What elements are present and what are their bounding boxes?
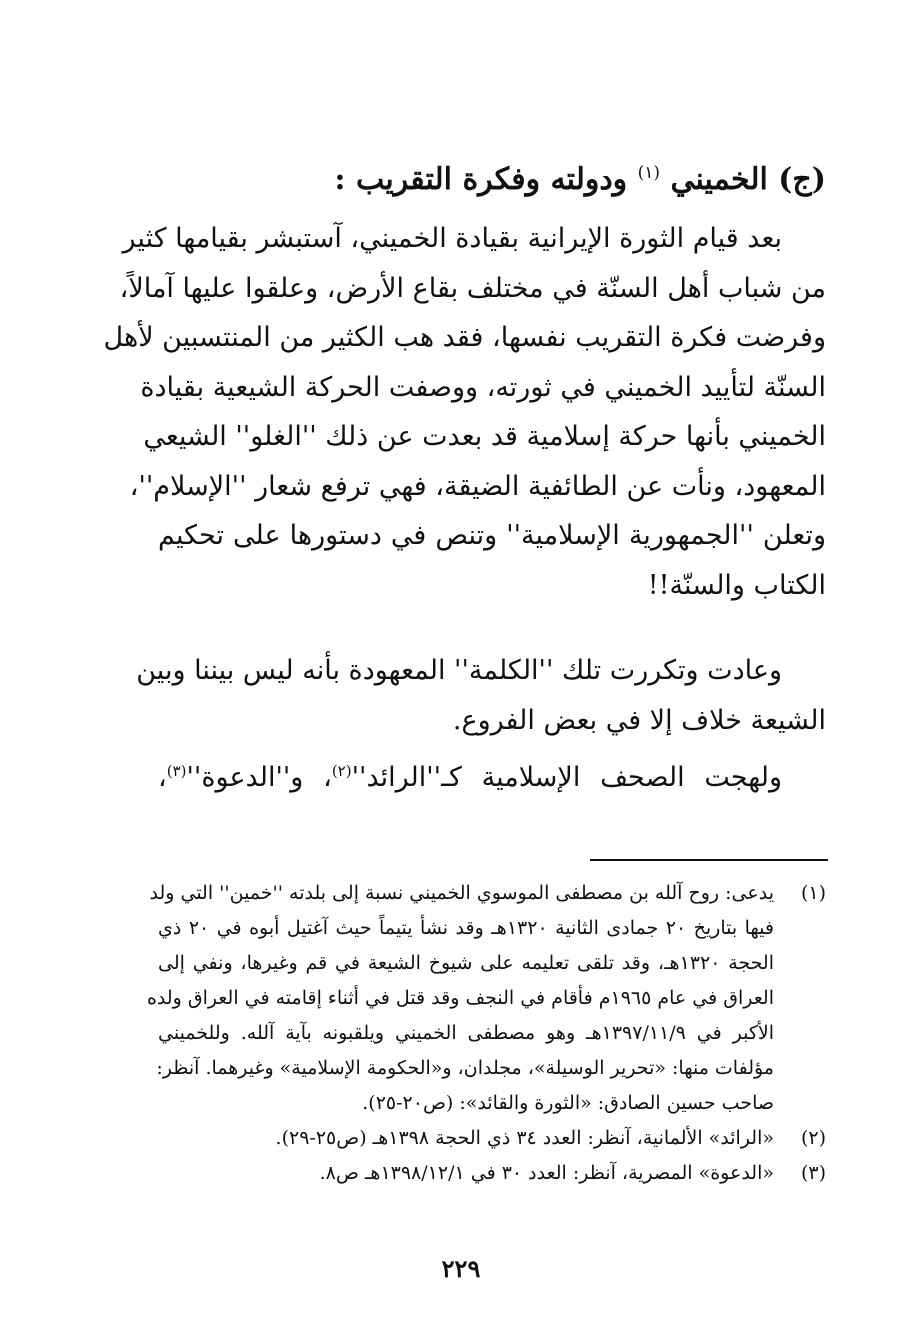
paragraph-text: ، و''الدعوة'': [186, 762, 332, 793]
footnote-line: الحجة ١٣٢٠هـ، وقد تلقى تعليمه على شيوخ الشيعة في قم وغيرها، ونفي إلى: [158, 952, 775, 974]
paragraph-text: ولهجت الصحف الإسلامية كـ''الرائد'': [351, 762, 783, 793]
paragraph-line: الكتاب والسنّة!!: [647, 569, 826, 601]
footnote-divider: [590, 859, 828, 861]
footnote-2: [158, 1121, 826, 1156]
footnote-line: «الدعوة» المصرية، آنظر: العدد ٣٠ في ١٣٩٨/١٢/١هـ ص٨.: [319, 1162, 774, 1184]
paragraph-line: المعهود، ونأت عن الطائفية الضيقة، فهي ترفع شعار ''الإسلام''،: [129, 470, 826, 502]
footnote-1: [146, 876, 826, 1121]
paragraph-1: [103, 214, 826, 610]
footnote-line: العراق في عام ١٩٦٥م فأقام في النجف وقد قتل في أثناء إقامته في العراق ولده: [146, 987, 774, 1009]
footnote-line: الأكبر في ١٣٩٧/١١/٩هـ وهو مصطفى الخميني ويلقبونه بآية آلله. وللخميني: [158, 1022, 774, 1044]
footnote-line: فيها بتاريخ ٢٠ جمادى الثانية ١٣٢٠هـ وقد نشأ يتيماً حيث آغتيل أبوه في ٢٠ ذي: [158, 917, 774, 939]
footnote-ref-2[interactable]: (٢): [331, 762, 352, 780]
paragraph-text: ،: [158, 762, 167, 793]
page-number: ٢٢٩: [441, 1254, 481, 1283]
section-heading: [120, 148, 826, 212]
paragraph-line: وفرضت فكرة التقريب نفسها، فقد هب الكثير من المنتسبين لأهل: [103, 322, 826, 353]
paragraph-line: وعادت وتكررت تلك ''الكلمة'' المعهودة بأنه ليس بيننا وبين: [136, 655, 782, 686]
paragraph-3: [158, 753, 826, 803]
heading-footnote-ref[interactable]: (١): [637, 163, 661, 183]
footnote-line: صاحب حسين الصادق: «الثورة والقائد»: (ص٢٠-٢٥).: [362, 1092, 774, 1114]
footnote-3: [158, 1156, 826, 1191]
paragraph-2: [136, 646, 826, 745]
paragraph-line: بعد قيام الثورة الإيرانية بقيادة الخميني، آستبشر بقيامها كثير: [122, 223, 782, 254]
paragraph-line: [158, 753, 826, 803]
paragraph-line: الخميني بأنها حركة إسلامية قد بعدت عن ذلك ''الغلو'' الشيعي: [143, 421, 826, 452]
footnote-line: مؤلفات منها: «تحرير الوسيلة»، مجلدان، و«الحكومة الإسلامية» وغيرهما. آنظر:: [156, 1057, 774, 1079]
footnote-number: (١): [800, 882, 826, 904]
footnote-number: (٢): [800, 1127, 826, 1149]
paragraph-line: الشيعة خلاف إلا في بعض الفروع.: [452, 704, 826, 736]
footnote-number: (٣): [800, 1162, 826, 1184]
footnotes: [146, 876, 826, 1191]
footnote-line: يدعى: روح آلله بن مصطفى الموسوي الخميني نسبة إلى بلدته ''خمين'' التي ولد: [149, 882, 774, 904]
paragraph-line: من شباب أهل السنّة في مختلف بقاع الأرض، وعلقوا عليها آمالاً،: [119, 272, 826, 304]
paragraph-line: وتعلن ''الجمهورية الإسلامية'' وتنص في دستورها على تحكيم: [158, 520, 826, 551]
heading-suffix: ودولته وفكرة التقريب :: [334, 162, 628, 197]
footnote-line: «الرائد» الألمانية، آنظر: العدد ٣٤ ذي الحجة ١٣٩٨هـ (ص٢٥-٢٩).: [275, 1127, 774, 1149]
paragraph-line: السنّة لتأييد الخميني في ثورته، ووصفت الحركة الشيعية بقيادة: [140, 371, 826, 403]
footnote-ref-3[interactable]: (٣): [166, 762, 187, 780]
heading-prefix: (ج) الخميني: [670, 162, 826, 197]
